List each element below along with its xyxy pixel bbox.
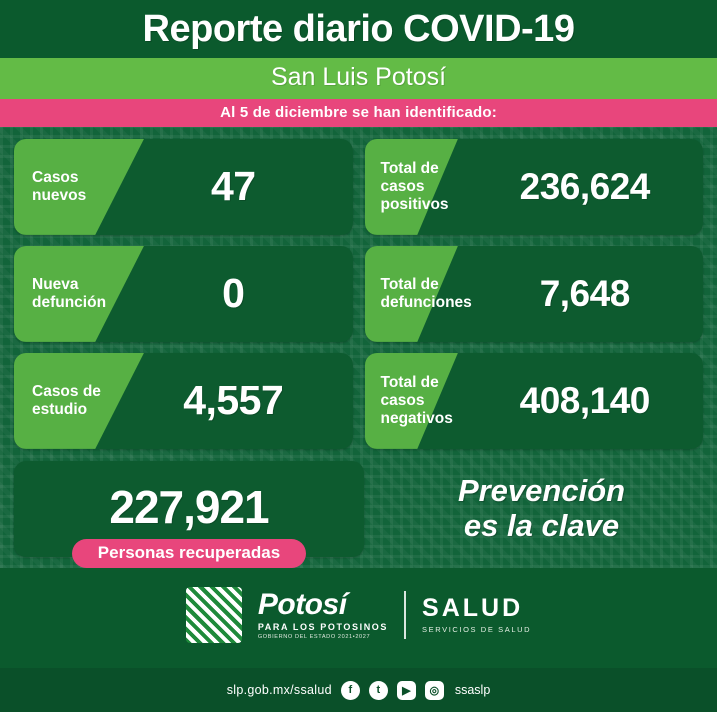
- potosi-logo-line-2: PARA LOS POTOSINOS: [257, 621, 389, 632]
- stat-card-casos-estudio: [14, 353, 353, 449]
- stats-row: [14, 353, 703, 449]
- slogan-line-2: es la clave: [463, 507, 620, 543]
- stats-grid: [14, 139, 703, 449]
- stat-card-casos-nuevos: [14, 139, 353, 235]
- recovered-label: Personas recuperadas: [72, 539, 306, 568]
- logo-divider: [404, 591, 406, 639]
- facebook-icon[interactable]: f: [341, 681, 360, 700]
- potosi-logo-text: [257, 587, 389, 641]
- potosi-logo-line-3: GOBIERNO DEL ESTADO 2021•2027: [257, 633, 371, 640]
- title-bar: [0, 0, 717, 58]
- stat-label: Casos nuevos: [32, 169, 87, 204]
- footer-bar: [0, 668, 717, 712]
- salud-logo-line-1: SALUD: [422, 594, 524, 623]
- stat-value: 236,624: [519, 165, 650, 207]
- footer-logos: [0, 568, 717, 644]
- website-url[interactable]: slp.gob.mx/ssalud: [226, 683, 332, 697]
- stat-label: Casos de estudio: [32, 383, 101, 418]
- stat-card-total-positivos: [365, 139, 704, 235]
- potosi-pattern-logo-icon: [186, 587, 242, 643]
- subtitle-bar: [0, 58, 717, 99]
- stat-value: 4,557: [183, 377, 284, 424]
- report-date-line: Al 5 de diciembre se han identificado:: [220, 103, 497, 121]
- page-title: Reporte diario COVID-19: [142, 8, 575, 50]
- recovered-card: [14, 461, 364, 562]
- date-bar: [0, 99, 717, 127]
- stat-value: 47: [210, 163, 256, 210]
- stats-area: [0, 127, 717, 568]
- footer: [0, 568, 717, 712]
- stat-value: 7,648: [539, 272, 630, 314]
- recovered-and-slogan: [14, 461, 703, 562]
- potosi-logo-line-1: Potosí: [257, 587, 347, 621]
- stat-label: Total de casos negativos: [380, 374, 453, 427]
- stat-card-nueva-defuncion: [14, 246, 353, 342]
- stat-card-total-defunciones: [365, 246, 704, 342]
- salud-logo-line-2: SERVICIOS DE SALUD: [422, 625, 532, 635]
- stat-label: Total de casos positivos: [380, 160, 449, 213]
- stat-label: Total de defunciones: [380, 276, 472, 311]
- state-name: San Luis Potosí: [270, 62, 447, 91]
- stats-row: [14, 139, 703, 235]
- social-handle: ssaslp: [454, 683, 491, 697]
- stats-row: [14, 246, 703, 342]
- stat-card-total-negativos: [365, 353, 704, 449]
- slogan: [374, 474, 703, 543]
- stat-value: 408,140: [519, 379, 650, 421]
- salud-logo-text: [422, 596, 531, 634]
- stat-value: 0: [222, 270, 245, 317]
- stat-label: Nueva defunción: [32, 276, 107, 311]
- recovered-value: 227,921: [109, 480, 269, 533]
- twitter-icon[interactable]: t: [369, 681, 388, 700]
- slogan-line-1: Prevención: [457, 473, 626, 509]
- youtube-icon[interactable]: ▶: [397, 681, 416, 700]
- instagram-icon[interactable]: ◎: [425, 681, 444, 700]
